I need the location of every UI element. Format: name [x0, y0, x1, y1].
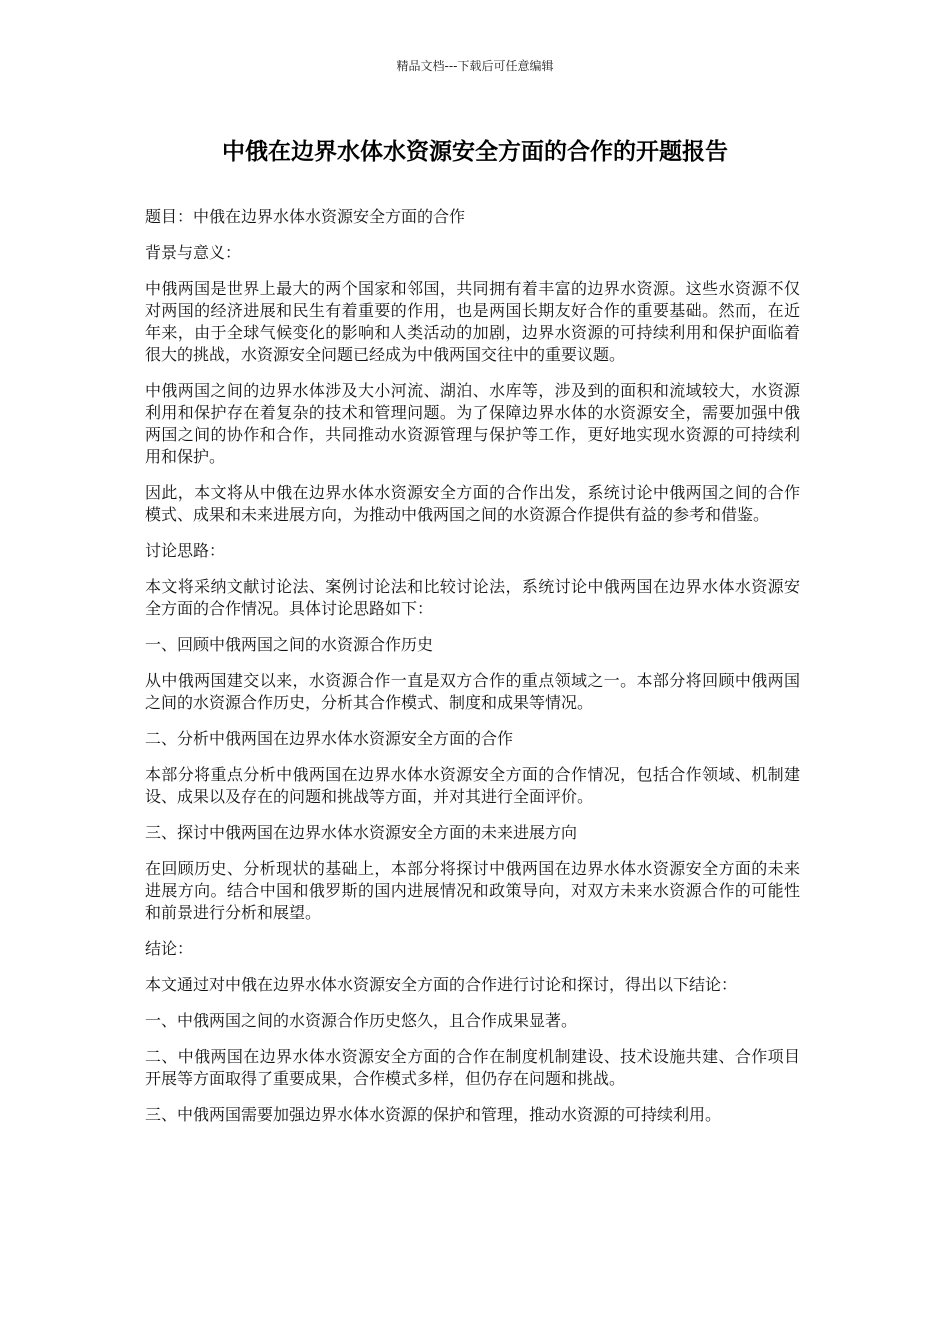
document-body — [145, 206, 800, 1140]
body-paragraph: 在回顾历史、分析现状的基础上，本部分将探讨中俄两国在边界水体水资源安全方面的未来进展方向。结合中国和俄罗斯的国内进展情况和政策导向，对双方未来水资源合作的可能性和前景进行分析和展望。 — [145, 859, 800, 922]
section-heading-conclusion: 结论： — [145, 939, 194, 958]
body-paragraph: 本文通过对中俄在边界水体水资源安全方面的合作进行讨论和探讨，得出以下结论： — [145, 975, 738, 994]
conclusion-item: 三、中俄两国需要加强边界水体水资源的保护和管理，推动水资源的可持续利用。 — [145, 1105, 722, 1124]
body-paragraph: 本文将采纳文献讨论法、案例讨论法和比较讨论法，系统讨论中俄两国在边界水体水资源安全方面的合作情况。具体讨论思路如下： — [145, 577, 800, 618]
body-paragraph: 本部分将重点分析中俄两国在边界水体水资源安全方面的合作情况，包括合作领域、机制建设、成果以及存在的问题和挑战等方面，并对其进行全面评价。 — [145, 765, 800, 806]
header-note: 精品文档---下载后可任意编辑 — [396, 59, 554, 73]
conclusion-item: 二、中俄两国在边界水体水资源安全方面的合作在制度机制建设、技术设施共建、合作项目开展等方面取得了重要成果，合作模式多样，但仍存在问题和挑战。 — [145, 1047, 800, 1088]
topic-line: 题目：中俄在边界水体水资源安全方面的合作 — [145, 207, 466, 226]
body-paragraph: 中俄两国之间的边界水体涉及大小河流、湖泊、水库等，涉及到的面积和流域较大，水资源利用和保护存在着复杂的技术和管理问题。为了保障边界水体的水资源安全，需要加强中俄两国之间的协作和合作，共同推动水资源管理与保护等工作，更好地实现水资源的可持续利用和保护。 — [145, 381, 800, 466]
body-paragraph: 因此，本文将从中俄在边界水体水资源安全方面的合作出发，系统讨论中俄两国之间的合作模式、成果和未来进展方向，为推动中俄两国之间的水资源合作提供有益的参考和借鉴。 — [145, 483, 800, 524]
subheading-future: 三、探讨中俄两国在边界水体水资源安全方面的未来进展方向 — [145, 823, 578, 842]
conclusion-item: 一、中俄两国之间的水资源合作历史悠久，且合作成果显著。 — [145, 1011, 578, 1030]
body-paragraph: 从中俄两国建交以来，水资源合作一直是双方合作的重点领域之一。本部分将回顾中俄两国之间的水资源合作历史，分析其合作模式、制度和成果等情况。 — [145, 671, 800, 712]
subheading-history: 一、回顾中俄两国之间的水资源合作历史 — [145, 635, 434, 654]
body-paragraph: 中俄两国是世界上最大的两个国家和邻国，共同拥有着丰富的边界水资源。这些水资源不仅对两国的经济进展和民生有着重要的作用，也是两国长期友好合作的重要基础。然而，在近年来，由于全球气候变化的影响和人类活动的加剧，边界水资源的可持续利用和保护面临着很大的挑战，水资源安全问题已经成为中俄两国交往中的重要议题。 — [145, 279, 800, 364]
subheading-analysis: 二、分析中俄两国在边界水体水资源安全方面的合作 — [145, 729, 514, 748]
section-heading-background: 背景与意义： — [145, 243, 242, 262]
document-title: 中俄在边界水体水资源安全方面的合作的开题报告 — [222, 139, 728, 165]
section-heading-approach: 讨论思路： — [145, 541, 226, 560]
